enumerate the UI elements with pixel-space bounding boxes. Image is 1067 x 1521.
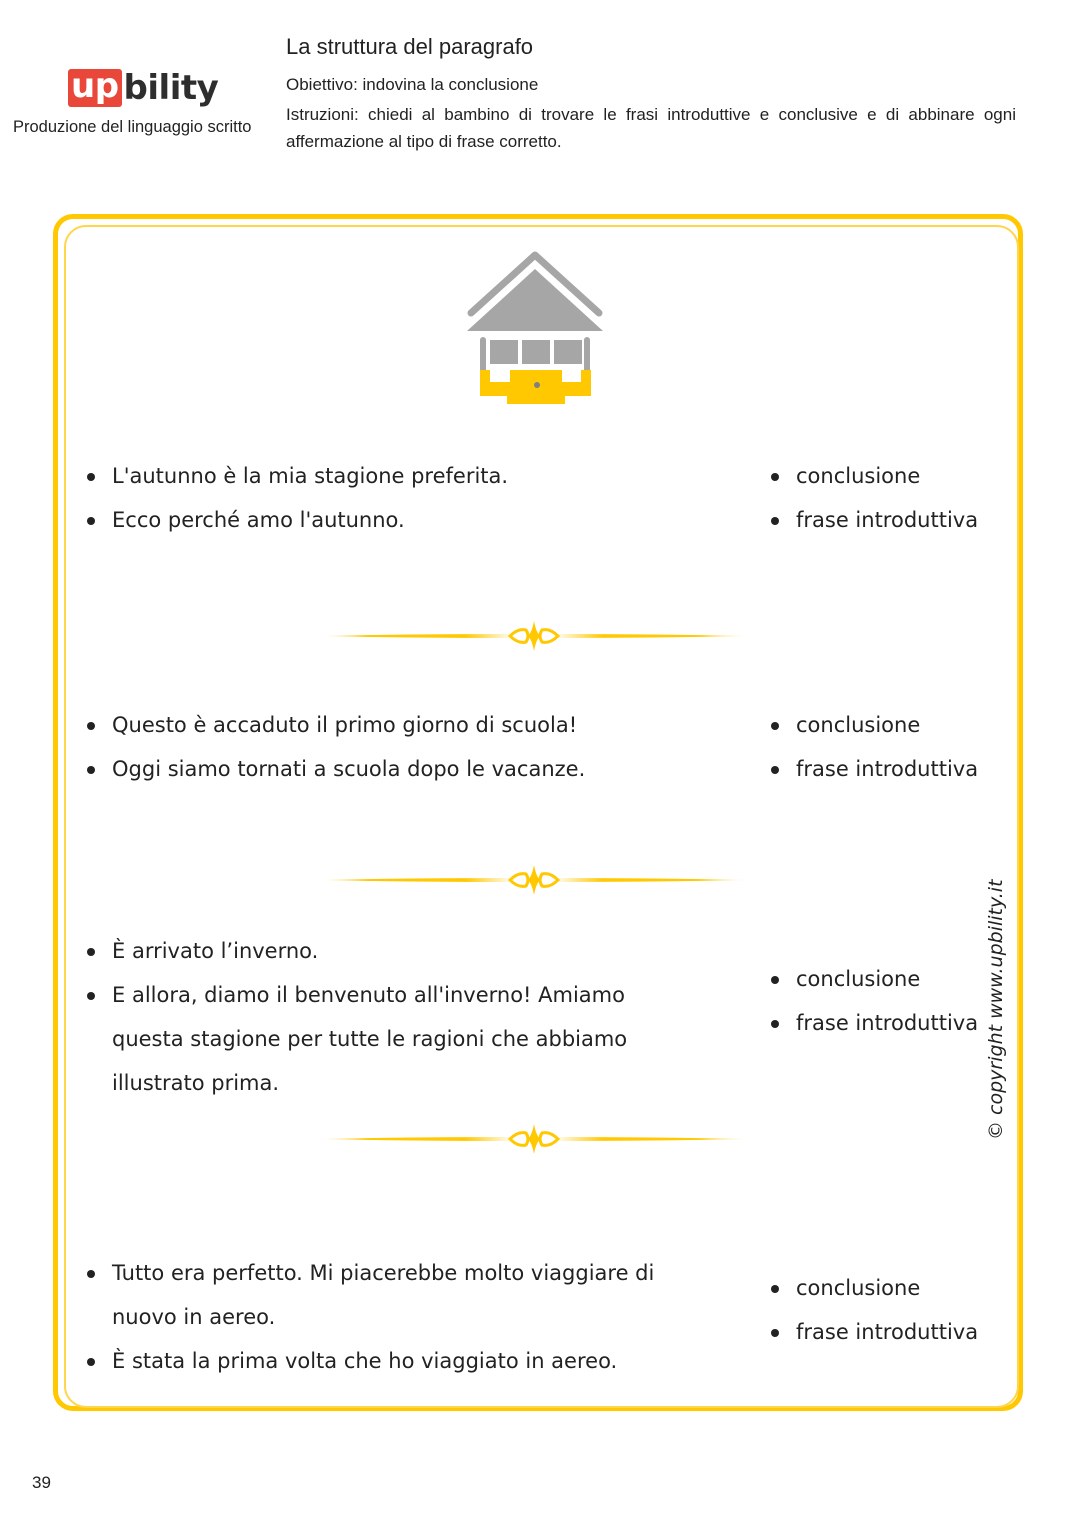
sentence-item[interactable]: È stata la prima volta che ho viaggiato in aereo. [84, 1339, 674, 1383]
option-list-4 [768, 1266, 998, 1354]
ornamental-divider-1 [318, 618, 750, 654]
sentence-list-1 [84, 454, 664, 542]
sentence-list-3 [84, 929, 644, 1105]
sentence-item[interactable]: Oggi siamo tornati a scuola dopo le vacanze. [84, 747, 664, 791]
sentence-list-2 [84, 703, 664, 791]
sentence-item[interactable]: Tutto era perfetto. Mi piacerebbe molto viaggiare di nuovo in aereo. [84, 1251, 674, 1339]
instructions: Istruzioni: chiedi al bambino di trovare le frasi introduttive e conclusive e di abbinare ogni affermazione al tipo di frase corretto. [286, 105, 1016, 151]
house-icon [465, 250, 605, 410]
option-conclusione[interactable]: conclusione [768, 957, 998, 1001]
sentence-item[interactable]: Ecco perché amo l'autunno. [84, 498, 664, 542]
option-frase-introduttiva[interactable]: frase introduttiva [768, 498, 998, 542]
page-number: 39 [32, 1473, 51, 1492]
copyright-notice: © copyright www.upbility.it [985, 879, 1007, 1140]
sentence-item[interactable]: Questo è accaduto il primo giorno di scuola! [84, 703, 664, 747]
option-list-1 [768, 454, 998, 542]
sentence-list-4 [84, 1251, 674, 1383]
option-list-2 [768, 703, 998, 791]
ornamental-divider-3 [318, 1121, 750, 1157]
logo-up: up [68, 69, 122, 107]
logo-bility: bility [123, 68, 219, 108]
sentence-item[interactable]: L'autunno è la mia stagione preferita. [84, 454, 664, 498]
objective: Obiettivo: indovina la conclusione [286, 75, 539, 94]
upbility-logo [68, 68, 218, 108]
subtitle: Produzione del linguaggio scritto [13, 118, 252, 136]
option-frase-introduttiva[interactable]: frase introduttiva [768, 1001, 998, 1045]
option-conclusione[interactable]: conclusione [768, 703, 998, 747]
page-title: La struttura del paragrafo [286, 34, 534, 59]
option-conclusione[interactable]: conclusione [768, 1266, 998, 1310]
option-frase-introduttiva[interactable]: frase introduttiva [768, 1310, 998, 1354]
sentence-item[interactable]: E allora, diamo il benvenuto all'inverno! Amiamo questa stagione per tutte le ragioni che abbiamo illustrato prima. [84, 973, 644, 1105]
option-frase-introduttiva[interactable]: frase introduttiva [768, 747, 998, 791]
ornamental-divider-2 [318, 862, 750, 898]
option-list-3 [768, 957, 998, 1045]
option-conclusione[interactable]: conclusione [768, 454, 998, 498]
sentence-item[interactable]: È arrivato l’inverno. [84, 929, 644, 973]
